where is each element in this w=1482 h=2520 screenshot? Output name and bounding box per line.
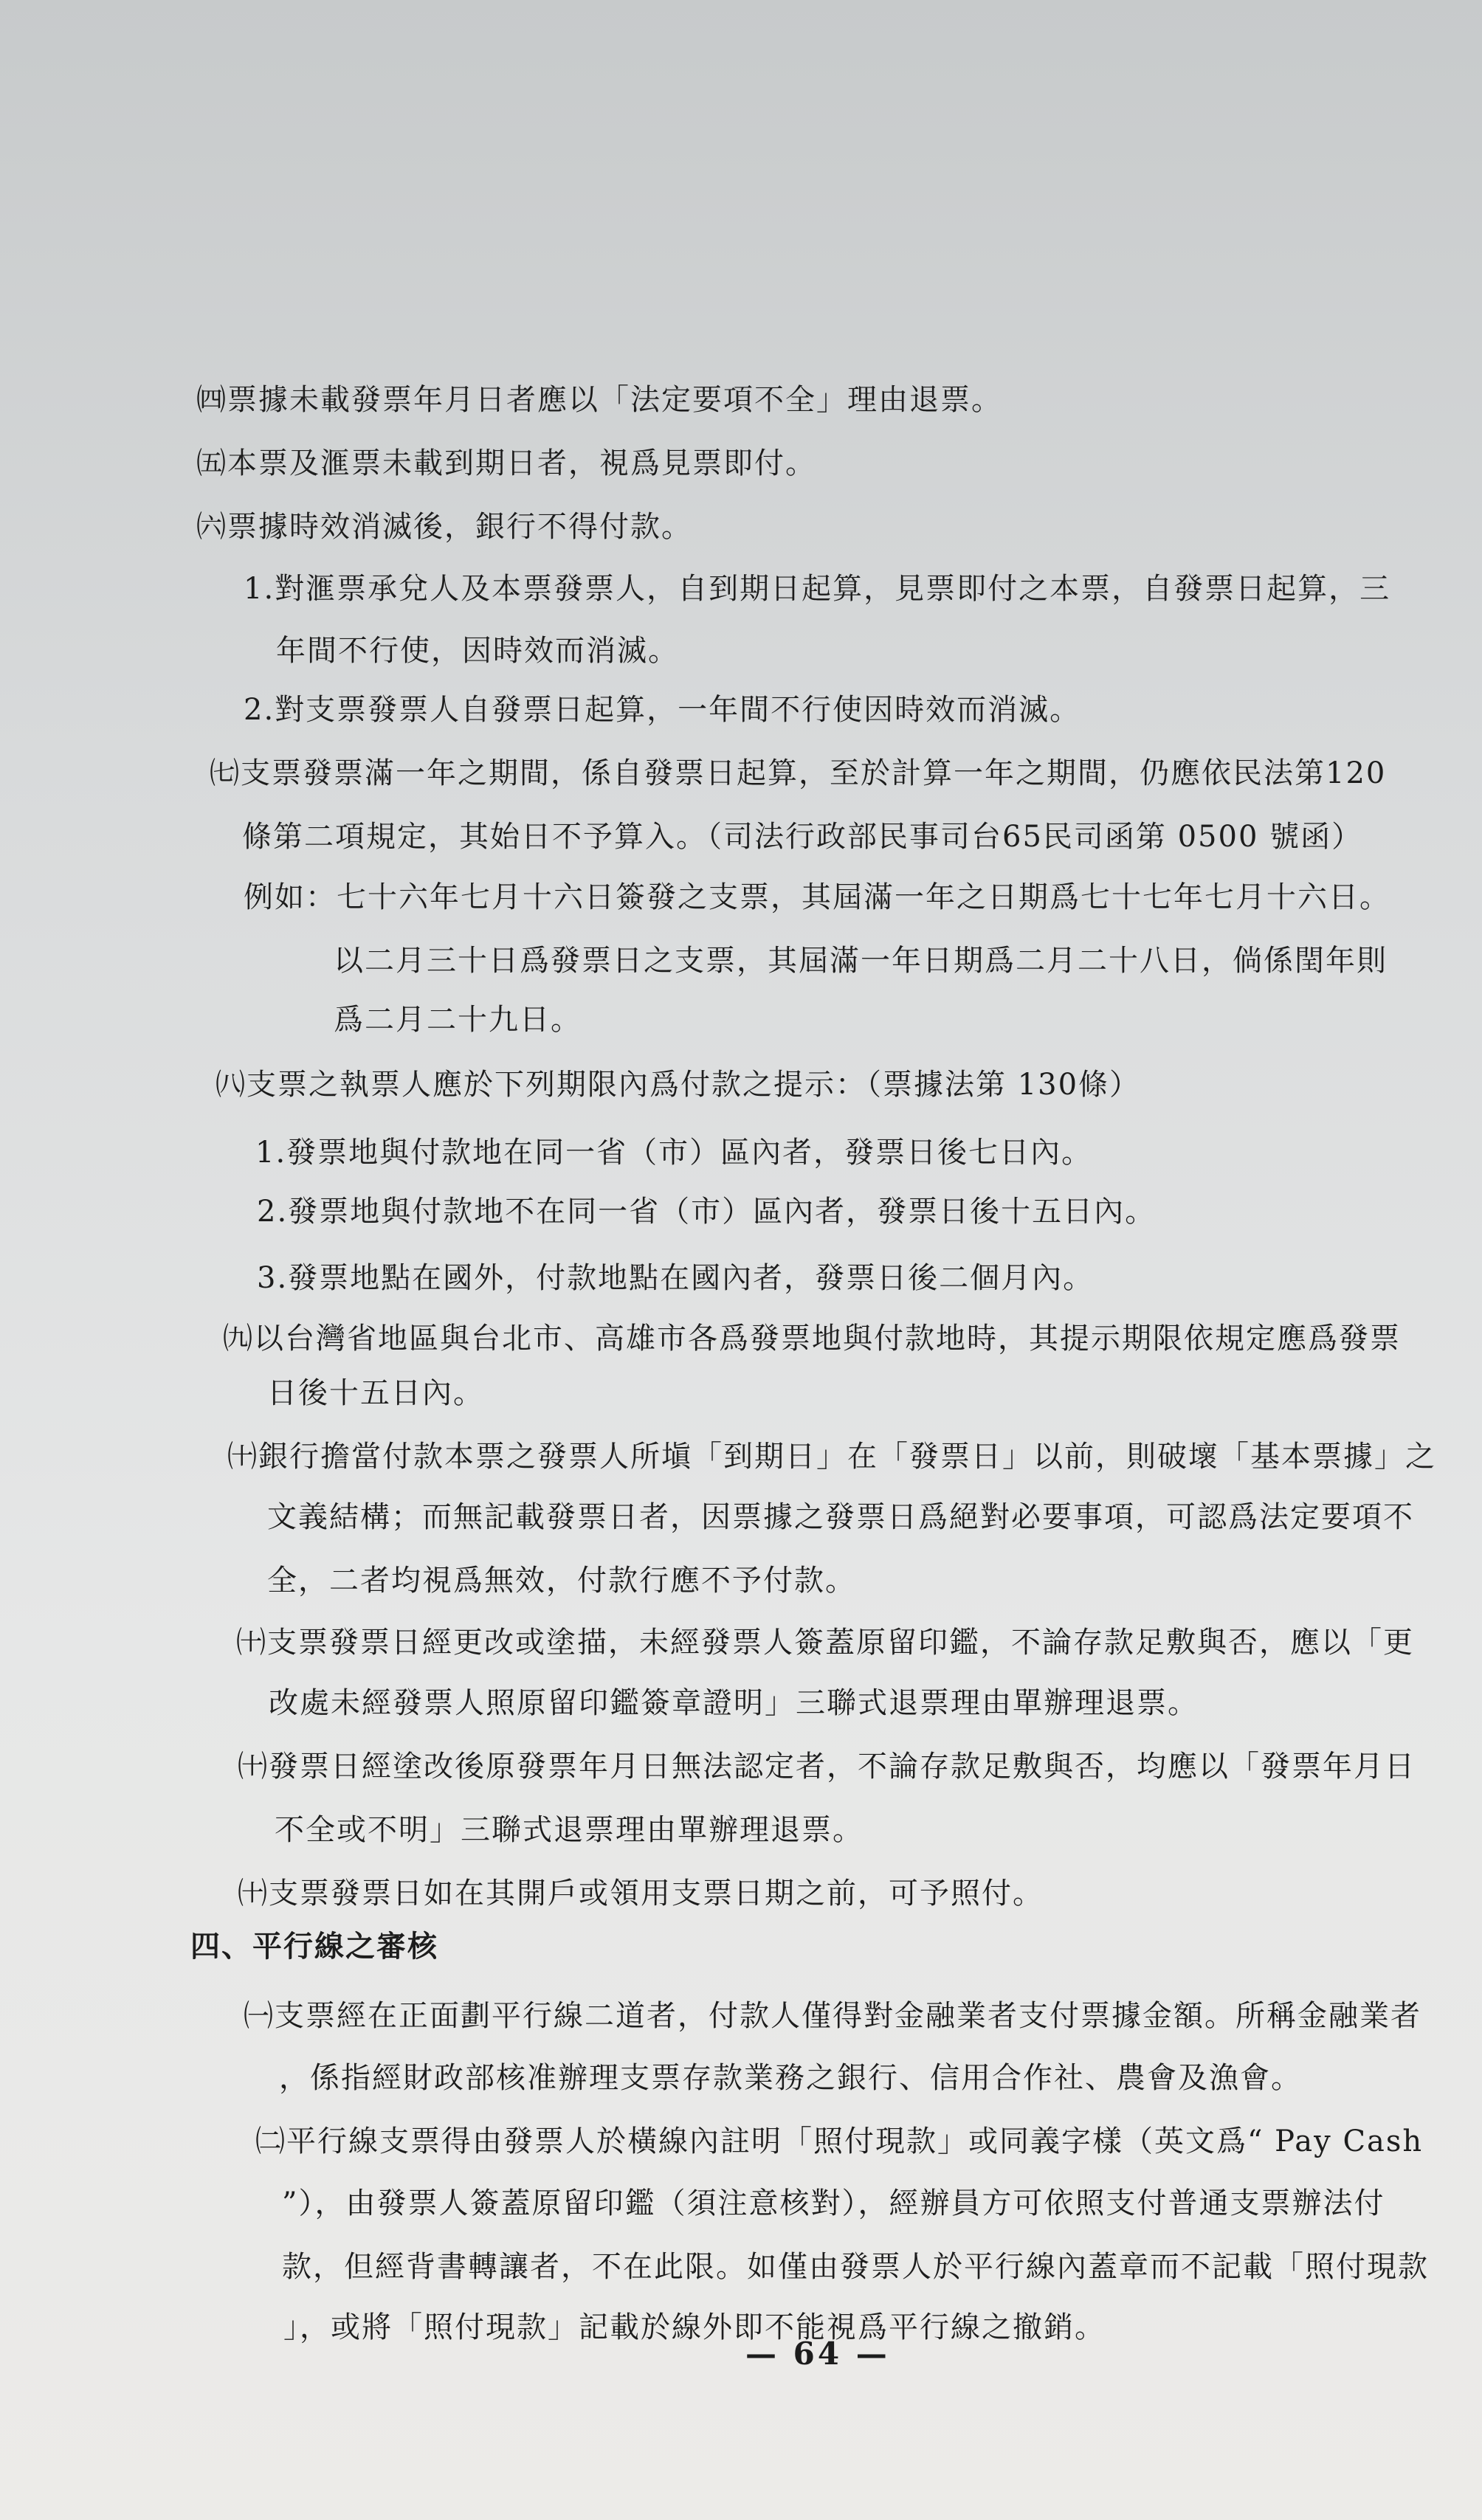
text-line: 年間不行使，因時效而消滅。 xyxy=(276,634,679,668)
text-line: 1.對滙票承兌人及本票發票人，自到期日起算，見票即付之本票，自發票日起算，三 xyxy=(244,572,1391,606)
text-line: 日後十五日內。 xyxy=(267,1376,484,1410)
page-number: — 64 — xyxy=(745,2336,890,2372)
text-line: ㈡平行線支票得由發票人於橫線內註明「照付現款」或同義字樣（英文爲“ Pay Cash xyxy=(255,2124,1424,2158)
text-line: 3.發票地點在國外，付款地點在國內者，發票日後二個月內。 xyxy=(257,1261,1095,1295)
text-line: 款，但經背書轉讓者，不在此限。如僅由發票人於平行線內蓋章而不記載「照付現款 xyxy=(282,2250,1429,2284)
text-line: ㈩發票日經塗改後原發票年月日無法認定者，不論存款足敷與否，均應以「發票年月日 xyxy=(238,1750,1416,1784)
text-line: 以二月三十日爲發票日之支票，其屆滿一年日期爲二月二十八日，倘係閏年則 xyxy=(334,944,1388,978)
section-heading: 四、平行線之審核 xyxy=(190,1929,438,1964)
text-line: ㈣票據未載發票年月日者應以「法定要項不全」理由退票。 xyxy=(196,383,1002,417)
text-line: ”），由發票人簽蓋原留印鑑（須注意核對），經辦員方可依照支付普通支票辦法付 xyxy=(282,2186,1385,2220)
text-line: 改處未經發票人照原留印鑑簽章證明」三聯式退票理由單辦理退票。 xyxy=(269,1686,1199,1720)
text-line: ㈤本票及滙票未載到期日者，視爲見票即付。 xyxy=(196,446,816,480)
text-line: ㈩支票發票日經更改或塗描，未經發票人簽蓋原留印鑑，不論存款足敷與否，應以「更 xyxy=(236,1626,1414,1660)
text-line: 例如：七十六年七月十六日簽發之支票，其屆滿一年之日期爲七十七年七月十六日。 xyxy=(244,880,1390,914)
text-line: 條第二項規定，其始日不予算入。（司法行政部民事司台65民司函第 0500 號函） xyxy=(242,820,1363,854)
text-line: 爲二月二十九日。 xyxy=(334,1003,582,1037)
text-line: ㈦支票發票滿一年之期間，係自發票日起算，至於計算一年之期間，仍應依民法第120 xyxy=(210,756,1387,790)
text-line: ㈨以台灣省地區與台北市、高雄市各爲發票地與付款地時，其提示期限依規定應爲發票 xyxy=(223,1322,1401,1356)
text-line: 1.發票地與付款地在同一省（市）區內者，發票日後七日內。 xyxy=(255,1136,1093,1170)
text-line: ㈥票據時效消滅後，銀行不得付款。 xyxy=(196,510,692,544)
text-line: 不全或不明」三聯式退票理由單辦理退票。 xyxy=(275,1813,864,1847)
text-line: 2.發票地與付款地不在同一省（市）區內者，發票日後十五日內。 xyxy=(257,1195,1157,1229)
text-line: ㈠支票經在正面劃平行線二道者，付款人僅得對金融業者支付票據金額。所稱金融業者 xyxy=(244,1999,1421,2033)
text-line: 全，二者均視爲無效，付款行應不予付款。 xyxy=(267,1564,856,1598)
text-line: ㈧支票之執票人應於下列期限內爲付款之提示：（票據法第 130條） xyxy=(216,1068,1141,1102)
text-line: ，係指經財政部核准辦理支票存款業務之銀行、信用合作社、農會及漁會。 xyxy=(279,2061,1302,2095)
text-line: 」，或將「照付現款」記載於線外即不能視爲平行線之撤銷。 xyxy=(283,2310,1106,2344)
text-line: ㈩支票發票日如在其開戶或領用支票日期之前，可予照付。 xyxy=(238,1877,1044,1910)
text-line: 2.對支票發票人自發票日起算，一年間不行使因時效而消滅。 xyxy=(244,693,1081,727)
text-line: 文義結構；而無記載發票日者，因票據之發票日爲絕對必要事項，可認爲法定要項不 xyxy=(267,1500,1414,1534)
text-line: ㈩銀行擔當付款本票之發票人所塡「到期日」在「發票日」以前，則破壞「基本票據」之 xyxy=(227,1440,1436,1474)
